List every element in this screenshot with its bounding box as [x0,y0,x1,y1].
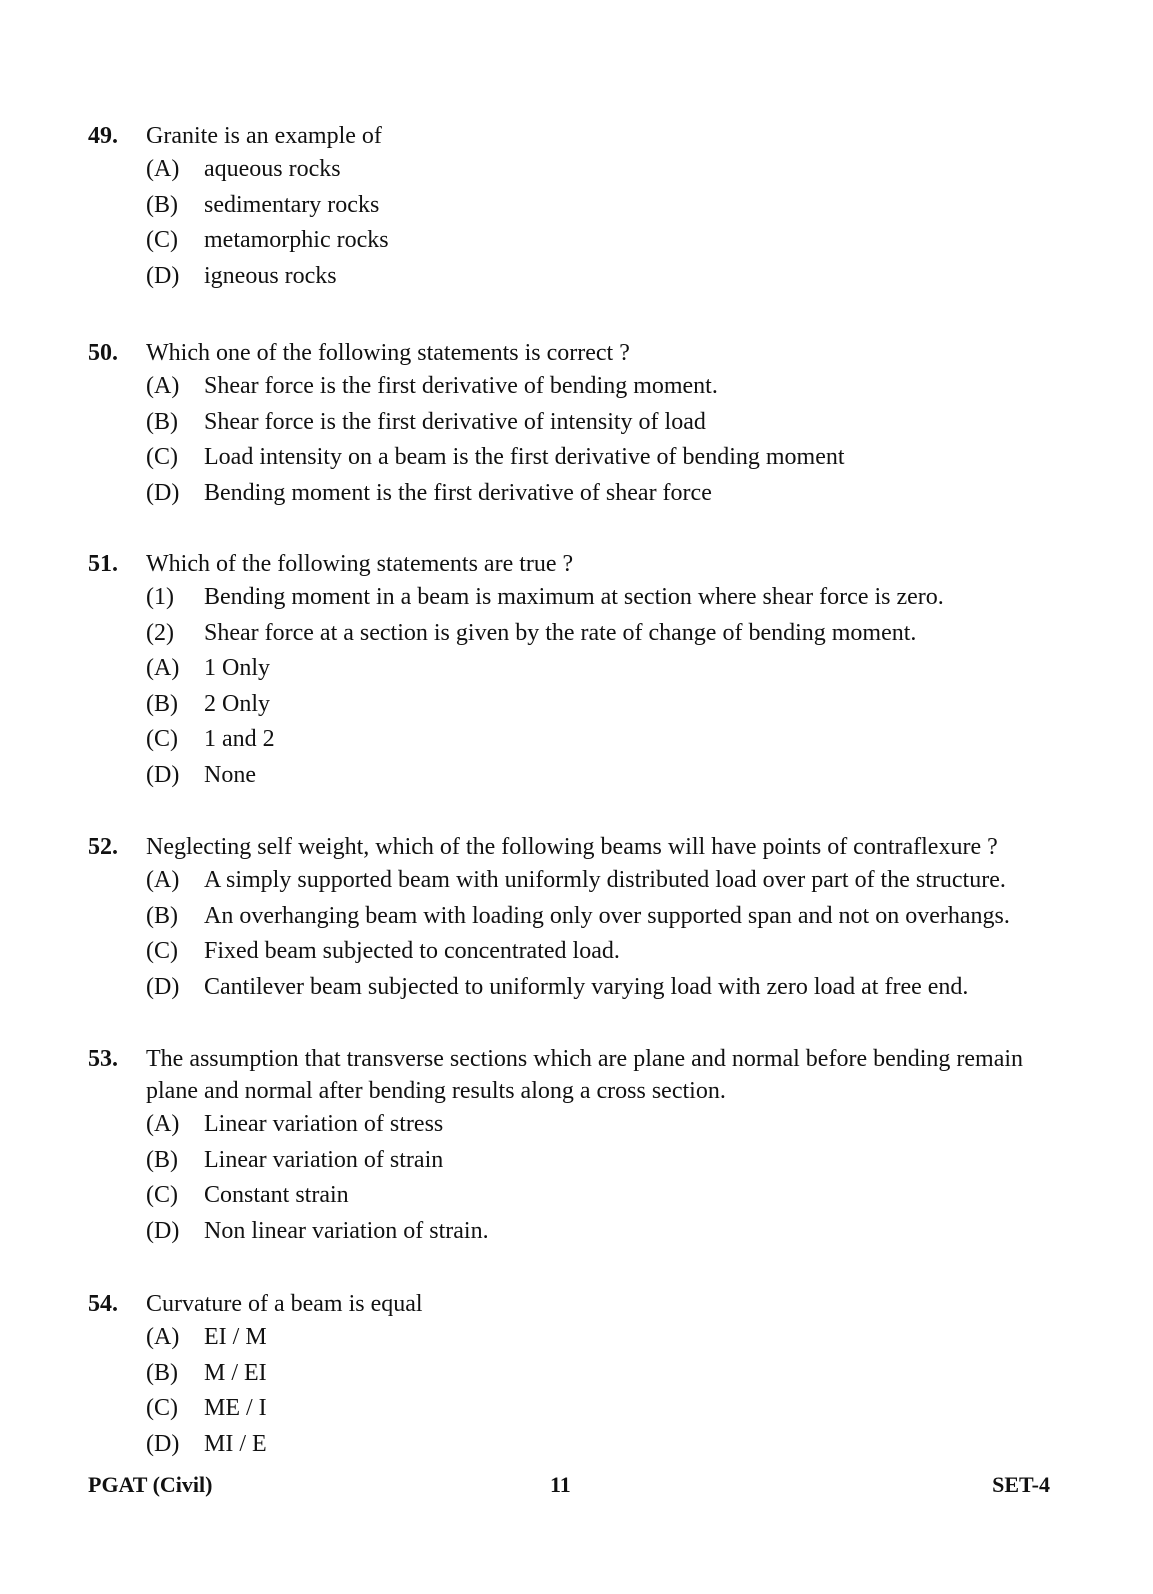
option-text: metamorphic rocks [204,227,389,253]
footer-exam-name: PGAT (Civil) [88,1472,213,1497]
option-label: (C) [146,444,178,470]
option-text: MI / E [204,1430,267,1457]
statement-label: (1) [146,584,174,610]
option-text: An overhanging beam with loading only over supported span and not on overhangs. [204,902,1010,929]
option-text: ME / I [204,1395,267,1421]
option-label: (D) [146,479,180,506]
footer-set-code: SET-4 [992,1472,1050,1497]
question-52 [88,831,1078,1005]
question-text: Which one of the following statements is correct ? [146,340,630,366]
option [146,405,1078,441]
question-text: Curvature of a beam is equal [146,1291,423,1317]
option-label: (A) [146,867,180,893]
statement-text: Bending moment in a beam is maximum at section where shear force is zero. [204,584,944,610]
option-text: Linear variation of strain [204,1146,444,1173]
option-text: None [204,761,256,788]
question-number: 51. [88,551,118,577]
question-text: Granite is an example of [146,123,382,149]
statement-label: (2) [146,619,174,646]
option-text: Load intensity on a beam is the first derivative of bending moment [204,444,845,470]
option-text: Shear force is the first derivative of intensity of load [204,408,706,435]
question-50 [88,337,1078,511]
option-text: EI / M [204,1324,267,1350]
option [146,722,1078,758]
option-text: 1 Only [204,655,270,681]
option-label: (A) [146,655,180,681]
option [146,899,1078,935]
option [146,758,1078,794]
question-number: 53. [88,1046,118,1072]
option [146,687,1078,723]
option-text: Shear force is the first derivative of bending moment. [204,373,718,399]
question-51 [88,548,1078,793]
question-number: 50. [88,340,118,366]
question-number: 49. [88,123,118,149]
option [146,1178,1078,1214]
option-label: (C) [146,938,178,964]
option-label: (B) [146,1359,178,1386]
option-text: Linear variation of stress [204,1111,444,1137]
option [146,1356,1078,1392]
footer-page-number: 11 [550,1472,571,1497]
option [146,369,1078,405]
option [146,223,1078,259]
question-text: Which of the following statements are true ? [146,551,574,577]
option-text: Constant strain [204,1182,349,1208]
option-label: (B) [146,690,178,717]
option-text: Non linear variation of strain. [204,1217,489,1244]
option-label: (A) [146,1111,180,1137]
option-text: sedimentary rocks [204,191,380,218]
statement-text: Shear force at a section is given by the rate of change of bending moment. [204,619,917,646]
question-49 [88,120,1078,294]
question-number: 54. [88,1291,118,1317]
statement [146,580,1078,616]
option-label: (B) [146,408,178,435]
option-label: (A) [146,373,180,399]
option-label: (C) [146,227,178,253]
question-number: 52. [88,834,118,860]
option [146,188,1078,224]
option [146,934,1078,970]
option [146,440,1078,476]
option [146,1427,1078,1463]
question-text: The assumption that transverse sections which are plane and normal before bending remain plane and normal after bending results along a cross section. [146,1046,1024,1104]
option [146,1320,1078,1356]
question-54 [88,1288,1078,1462]
option-text: 2 Only [204,690,270,717]
option-label: (B) [146,191,178,218]
option-label: (D) [146,262,180,289]
option [146,259,1078,295]
option [146,152,1078,188]
option-label: (C) [146,726,178,752]
question-text: Neglecting self weight, which of the following beams will have points of contraflexure ? [146,834,998,860]
option-label: (A) [146,1324,180,1350]
option [146,1214,1078,1250]
option [146,651,1078,687]
option-label: (A) [146,156,180,182]
option-label: (D) [146,761,180,788]
option [146,1107,1078,1143]
option-label: (D) [146,1430,180,1457]
option-label: (D) [146,1217,180,1244]
option [146,970,1078,1006]
option-text: 1 and 2 [204,726,275,752]
statement [146,616,1078,652]
option-label: (C) [146,1182,178,1208]
option-label: (B) [146,1146,178,1173]
option-text: Cantilever beam subjected to uniformly varying load with zero load at free end. [204,973,969,1000]
option [146,1143,1078,1179]
option [146,1391,1078,1427]
question-53 [88,1043,1078,1249]
option-label: (D) [146,973,180,1000]
option-text: Fixed beam subjected to concentrated load. [204,938,620,964]
option-text: A simply supported beam with uniformly distributed load over part of the structure. [204,867,1006,893]
option-text: aqueous rocks [204,156,341,182]
option-label: (C) [146,1395,178,1421]
option [146,476,1078,512]
option-text: Bending moment is the first derivative of shear force [204,479,712,506]
option [146,863,1078,899]
option-label: (B) [146,902,178,929]
option-text: igneous rocks [204,262,337,289]
page-footer [88,1472,1050,1502]
option-text: M / EI [204,1359,267,1386]
